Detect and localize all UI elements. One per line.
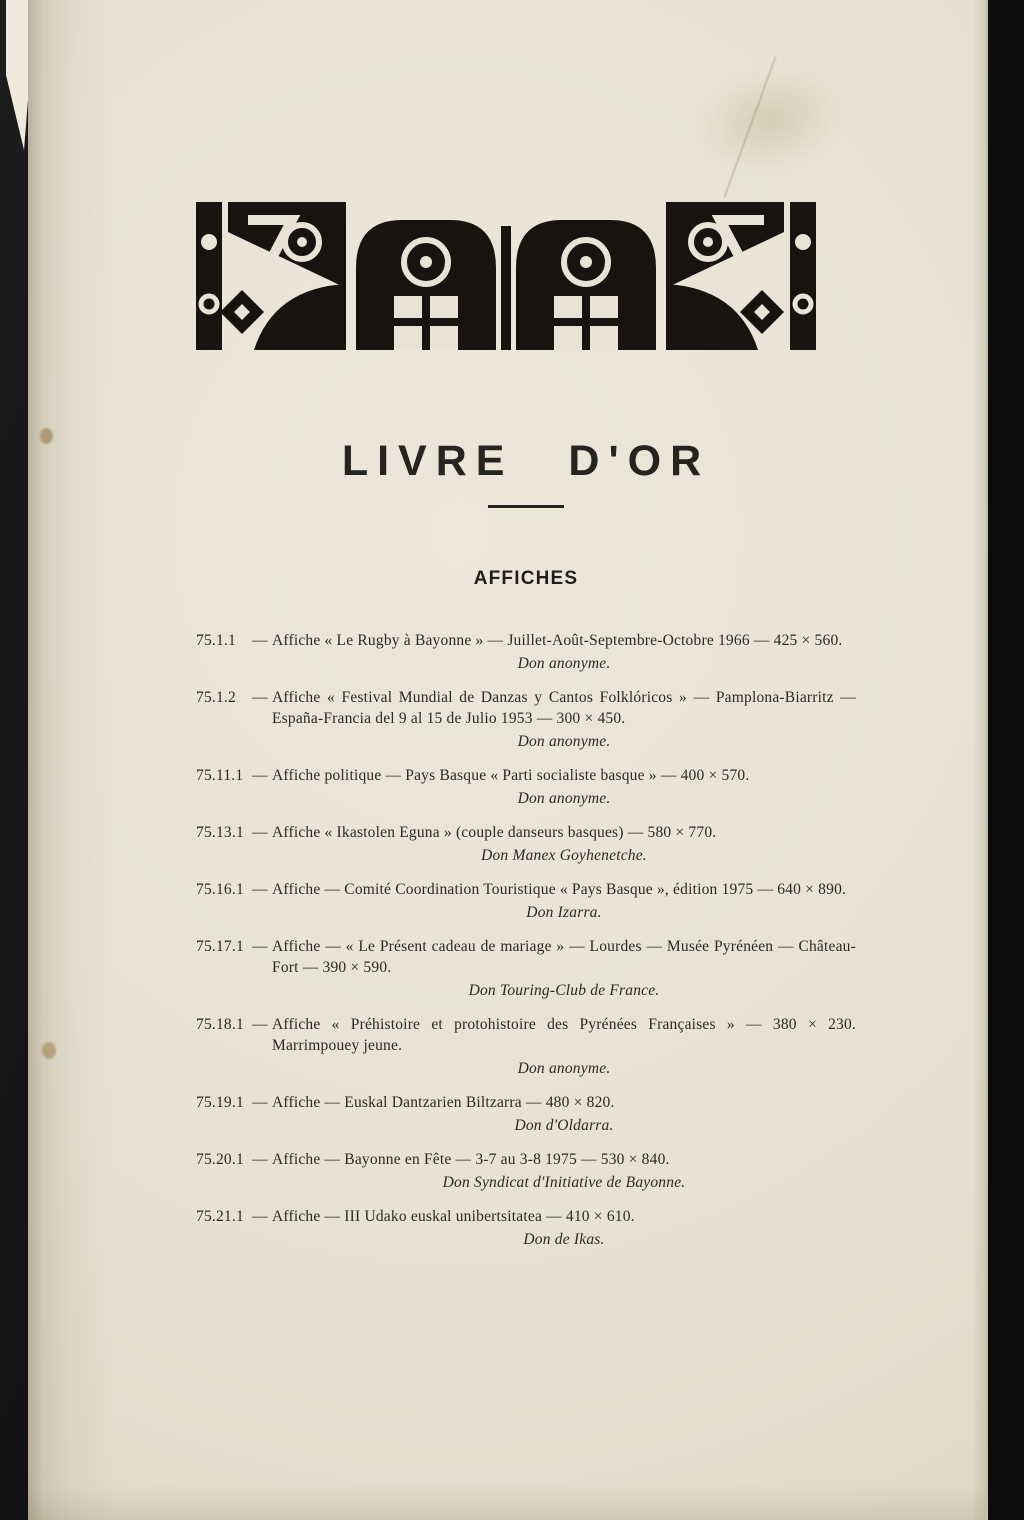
entry-donor: Don de Ikas. [523,1231,605,1248]
entry-text: Affiche — « Le Présent cadeau de mariage » — Lourdes — Musée Pyrénéen — Château-Fort — 390 × 590. [272,938,856,976]
entry-number: 75.21.1 [196,1208,244,1225]
title-rule [488,505,564,508]
entry-number: 75.13.1 [196,824,244,841]
catalog-entry [196,687,856,752]
entry-donor: Don anonyme. [517,733,611,750]
entry-number: 75.18.1 [196,1016,244,1033]
entry-number: 75.20.1 [196,1151,244,1168]
catalog-entry [196,1149,856,1193]
entries-list [196,630,856,1250]
entry-text: Affiche « Ikastolen Eguna » (couple danseurs basques) — 580 × 770. [272,824,717,841]
entry-line [196,1206,856,1227]
entry-line [196,1092,856,1113]
entry-number: 75.1.1 [196,632,236,649]
entry-text: Affiche politique — Pays Basque « Parti socialiste basque » — 400 × 570. [272,767,750,784]
entry-separator: — [252,824,268,841]
entry-text: Affiche « Préhistoire et protohistoire des Pyrénées Françaises » — 380 × 230. Marrimpouey jeune. [272,1016,856,1054]
entry-number: 75.11.1 [196,767,244,784]
catalog-entry [196,1014,856,1079]
entry-donor: Don Syndicat d'Initiative de Bayonne. [442,1174,686,1191]
entry-line [196,1149,856,1170]
entry-number: 75.19.1 [196,1094,244,1111]
entry-text: Affiche — Bayonne en Fête — 3-7 au 3-8 1975 — 530 × 840. [272,1151,670,1168]
entry-donor: Don anonyme. [517,790,611,807]
entry-separator: — [252,632,268,649]
entry-line [196,822,856,843]
catalog-entry [196,765,856,809]
entry-separator: — [252,1094,268,1111]
catalog-entry [196,1206,856,1250]
entry-donor: Don Touring-Club de France. [468,982,660,999]
entry-line [196,879,856,900]
entry-text: Affiche « Festival Mundial de Danzas y Cantos Folklóricos » — Pamplona-Biarritz — España-Francia del 9 al 15 de Julio 1953 — 300 × 450. [272,689,856,727]
entry-donor: Don Manex Goyhenetche. [481,847,647,864]
entry-separator: — [252,938,268,955]
entry-line [196,1014,856,1056]
entry-line [196,687,856,729]
entry-separator: — [252,767,268,784]
entry-text: Affiche — III Udako euskal unibertsitatea — 410 × 610. [272,1208,635,1225]
catalog-entry [196,630,856,674]
entry-text: Affiche — Comité Coordination Touristique « Pays Basque », édition 1975 — 640 × 890. [272,881,847,898]
entry-donor: Don anonyme. [517,655,611,672]
catalog-entry [196,822,856,866]
entry-number: 75.16.1 [196,881,244,898]
basque-ornament-frieze [196,196,816,356]
entry-number: 75.17.1 [196,938,244,955]
entry-separator: — [252,689,268,706]
entry-separator: — [252,1016,268,1033]
entry-line [196,936,856,978]
paper-stain [652,27,890,214]
entry-donor: Don Izarra. [526,904,602,921]
page-content [28,196,986,1250]
catalog-entry [196,879,856,923]
entry-donor: Don anonyme. [517,1060,611,1077]
book-page [28,0,988,1520]
catalog-entry [196,936,856,1001]
entry-text: Affiche « Le Rugby à Bayonne » — Juillet-Août-Septembre-Octobre 1966 — 425 × 560. [272,632,843,649]
page-title: LIVRE D'OR [341,437,711,485]
catalog-entry [196,1092,856,1136]
entry-separator: — [252,881,268,898]
entry-donor: Don d'Oldarra. [514,1117,614,1134]
section-heading: AFFICHES [473,568,579,589]
entry-line [196,765,856,786]
ornament-graphic [196,196,816,356]
entry-number: 75.1.2 [196,689,236,706]
entry-separator: — [252,1208,268,1225]
entry-text: Affiche — Euskal Dantzarien Biltzarra — 480 × 820. [272,1094,615,1111]
entry-line [196,630,856,651]
entry-separator: — [252,1151,268,1168]
